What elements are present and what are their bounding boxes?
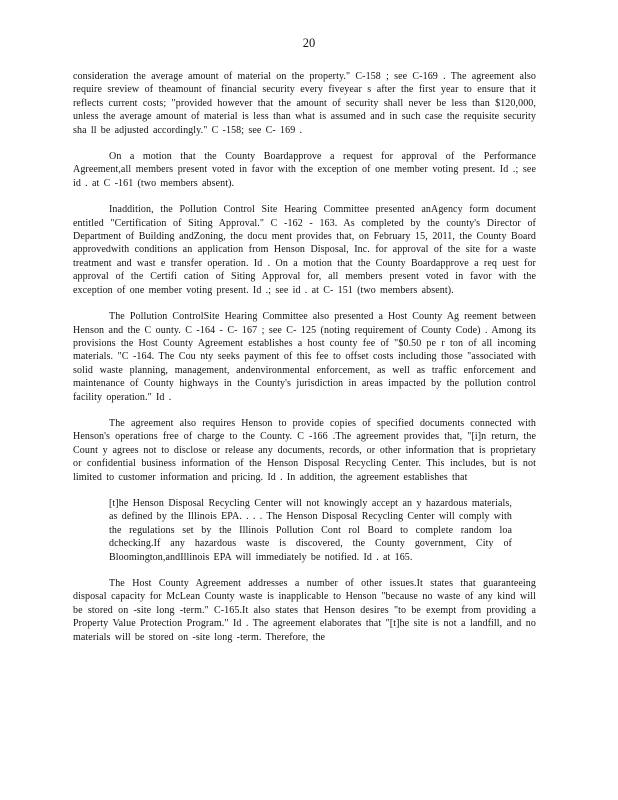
paragraph-5: The agreement also requires Henson to provide copies of specified documents connected with Henson's operations free of charge to the County. C -166 .The agreement provides that, "[i]n return, the Count y agrees not to disclose or release any documents, records, or other information that is proprietary or confidential business information of the Henson Disposal Recycling Center. This includes, but is not limited to customer information and pricing. Id . In addition, the agreement establishes that: [73, 417, 536, 483]
paragraph-6: The Host County Agreement addresses a number of other issues.It states that guaranteeing disposal capacity for McLean County waste is inapplicable to Henson "because no waste of any kind will be stored on -site long -term." C-165.It also states that Henson desires "to be exempt from providing a Property Value Protection Program." Id . The agreement elaborates that "[t]he site is not a landfill, and no materials will be stored on -site long -term. Therefore, the: [73, 578, 536, 643]
page-number: 20: [302, 36, 316, 50]
paragraph-4: The Pollution ControlSite Hearing Committee also presented a Host County Ag reement between Henson and the C ounty. C -164 - C- 167 ; see C- 125 (noting requirement of County Code) . Among its provisions the Host County Agreement establishes a host county fee of "$0.50 pe r ton of all incoming materials. "C -164. The Cou nty seeks payment of this fee to offset costs including those "associated with solid waste planning, management, andenvironmental enforcement, as well as traffic enforcement and maintenance of County highways in the County's jurisdiction in areas impacted by the pollution control facility operation." Id .: [73, 311, 536, 403]
paragraph-2: On a motion that the County Boardapprove a request for approval of the Performance Agreement,all members present voted in favor with the exception of one member voting present. Id .; see id . at C -161 (two members absent).: [73, 151, 536, 189]
block-quote: [t]he Henson Disposal Recycling Center will not knowingly accept an y hazardous materials, as defined by the Illinois EPA. . . . The Henson Disposal Recycling Center will comply with the regulations set by the Illinois Pollution Cont rol Board to complete random loa dchecking.If any hazardous waste is discovered, the County government, City of Bloomington,andIllinois EPA will immediately be notified. Id . at 165.: [109, 497, 512, 563]
document-body: [73, 70, 536, 657]
paragraph-3: Inaddition, the Pollution Control Site Hearing Committee presented anAgency form document entitled "Certification of Siting Approval." C -162 - 163. As completed by the county's Director of Department of Building andZoning, the docu ment provides that, on February 15, 2011, the County Board approvedwith conditions an application from Henson Disposal, Inc. for approval of the site for a waste treatment and wast e transfer operation. Id . On a motion that the County Boardapprove a req uest for approval of the Certifi cation of Siting Approval for, all members present voted in favor with the exception of one member voting present. Id .; see id . at C- 151 (two members absent).: [73, 204, 536, 296]
paragraph-1: consideration the average amount of material on the property." C-158 ; see C-169 . The agreement also require sreview of theamount of financial security every fiveyear s after the first year to ensure that it reflects current costs; "provided however that the amount of security shall never be less than $120,000, unless the average amount of material is less than what is assumed and in such case the requisite security sha ll be adjusted accordingly." C -158; see C- 169 .: [73, 71, 536, 136]
